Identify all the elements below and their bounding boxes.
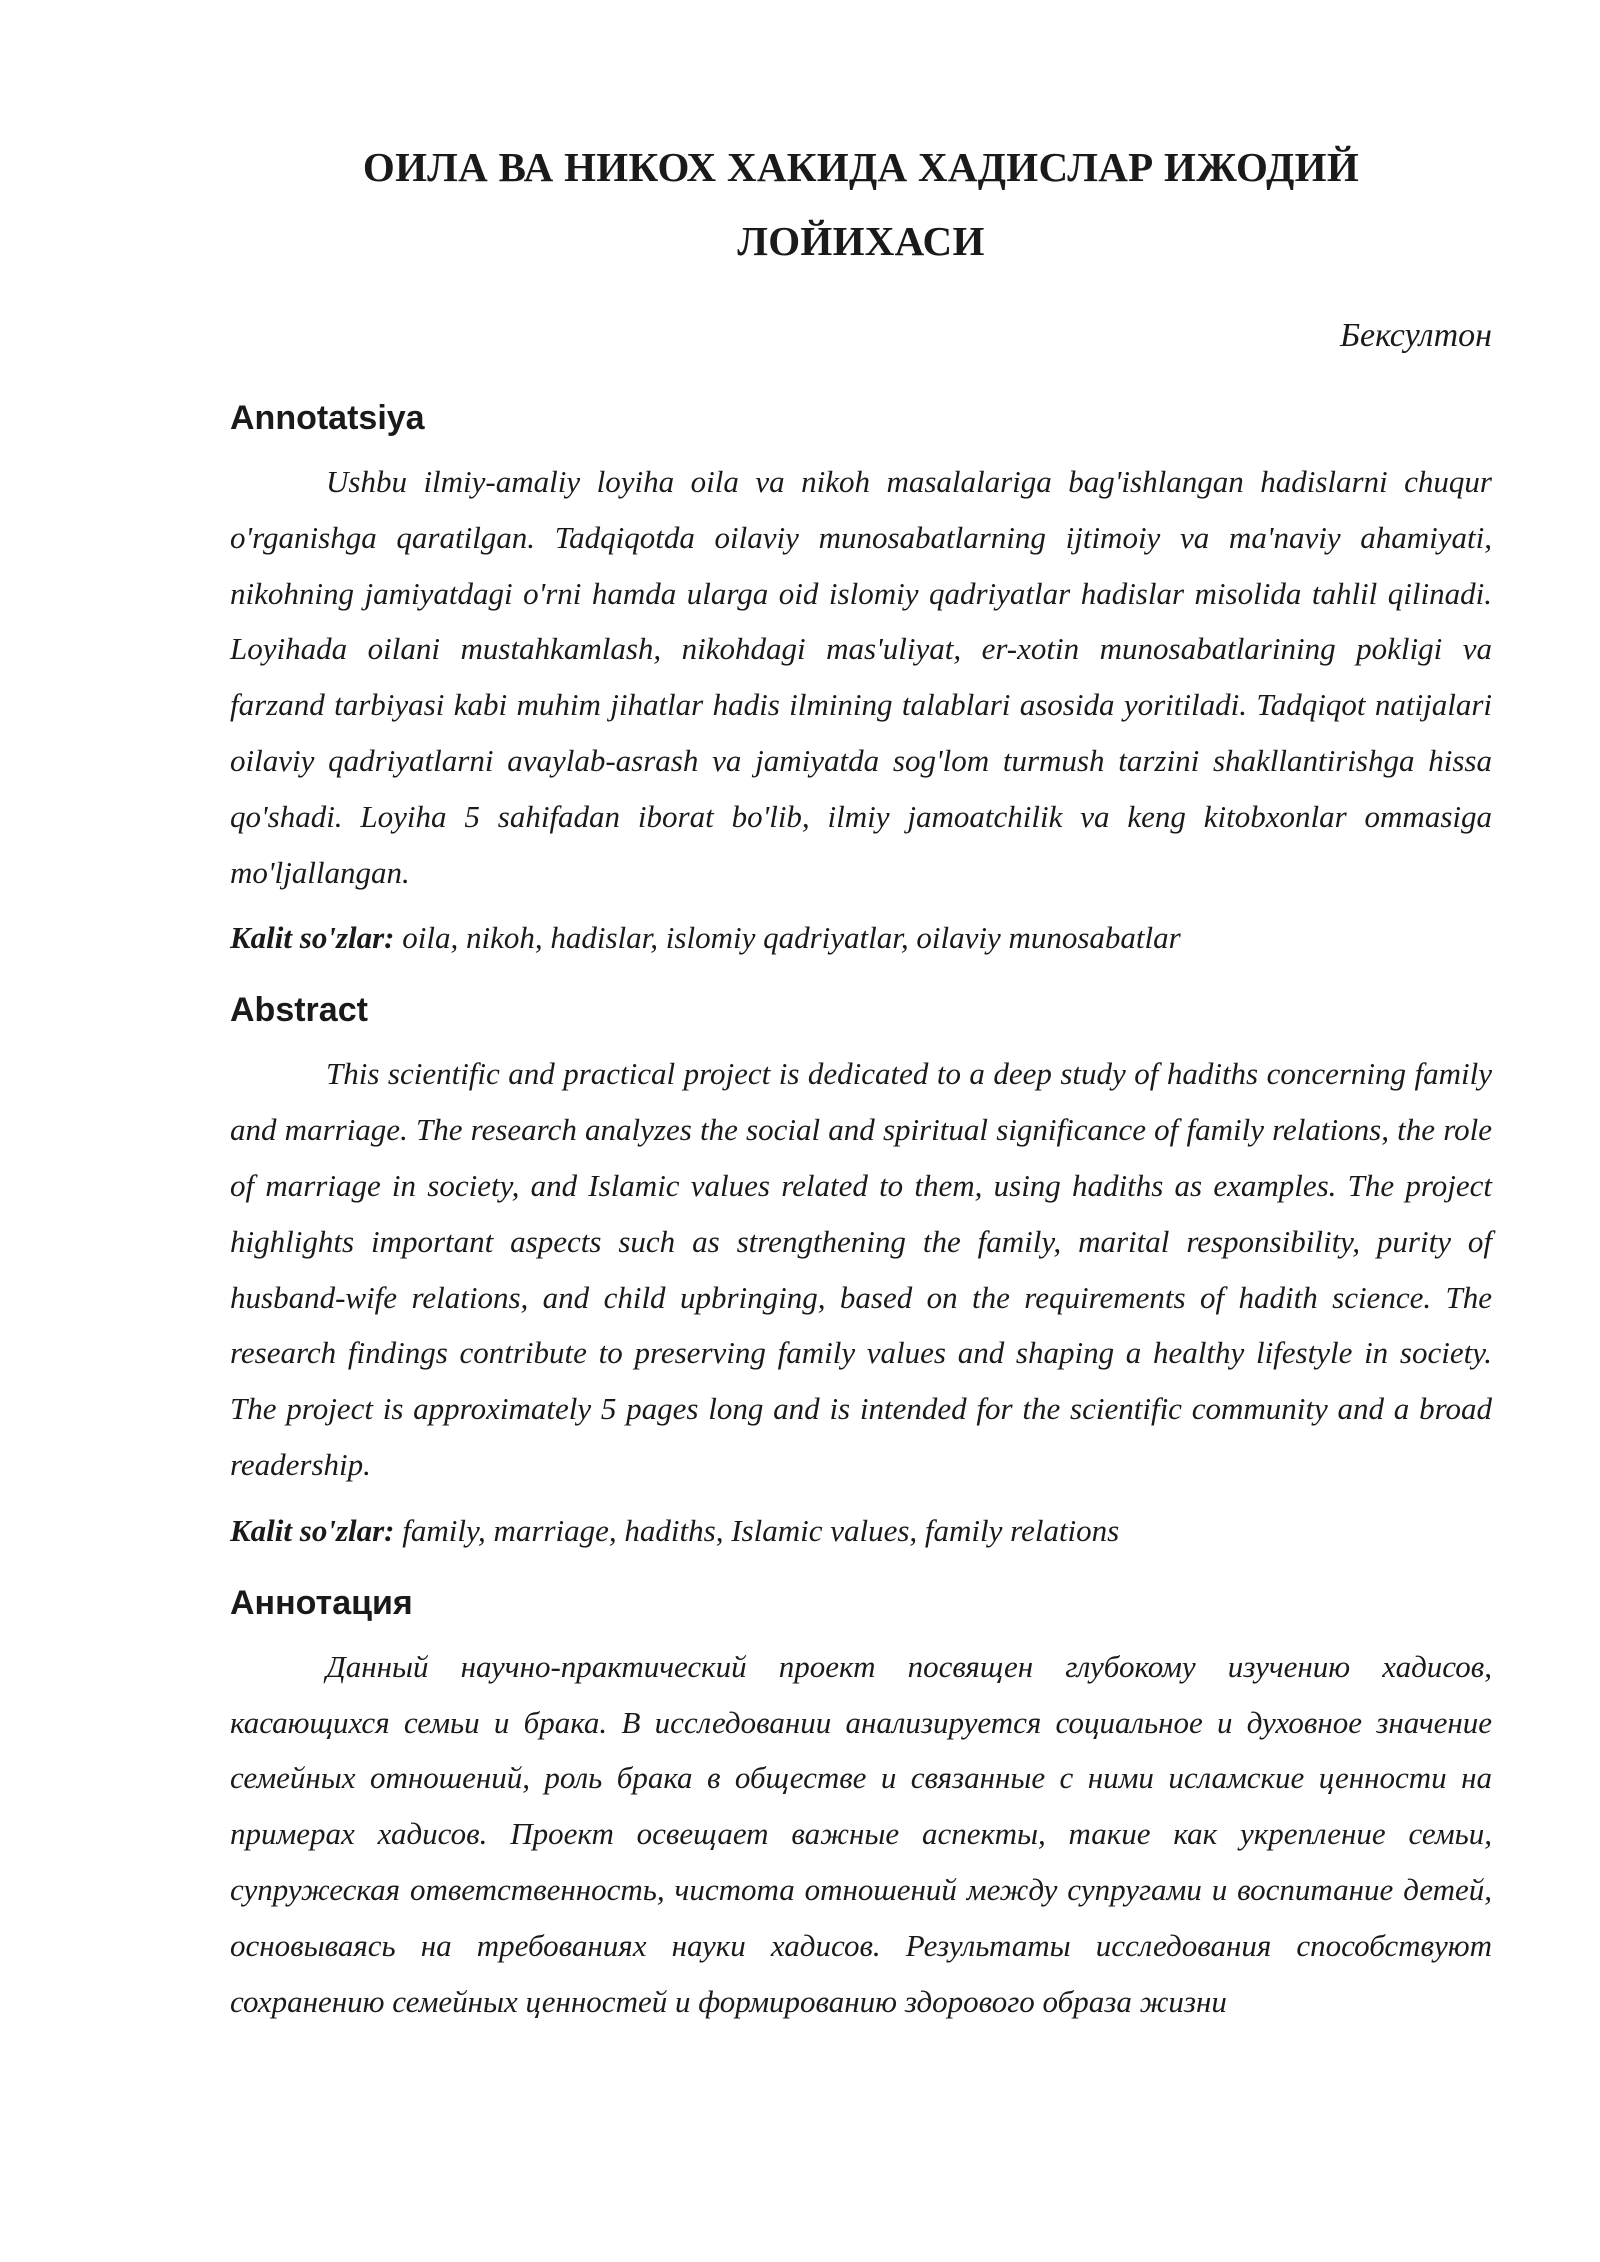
annotatsiya-keywords — [230, 916, 1492, 960]
title-line-2: ЛОЙИХАСИ — [737, 218, 985, 264]
keywords-list: family, marriage, hadiths, Islamic values, family relations — [394, 1512, 1120, 1548]
document-page — [230, 130, 1492, 2029]
annotatsiya-ru-heading: Аннотация — [230, 1583, 413, 1622]
abstract-paragraph: This scientific and practical project is dedicated to a deep study of hadiths concerning family and marriage. The research analyzes the social and spiritual significance of family relations, the role of marriage in society, and Islamic values related to them, using hadiths as examples. The project highlights important aspects such as strengthening the family, marital responsibility, purity of husband-wife relations, and child upbringing, based on the requirements of hadith science. The research findings contribute to preserving family values and shaping a healthy lifestyle in society. The project is approximately 5 pages long and is intended for the scientific community and a broad readership. — [230, 1056, 1492, 1482]
annotatsiya-ru-paragraph: Данный научно-практический проект посвящен глубокому изучению хадисов, касающихся семьи и брака. В исследовании анализируется социальное и духовное значение семейных отношений, роль брака в обществе и связанные с ними исламские ценности на примерах хадисов. Проект освещает важные аспекты, такие как укрепление семьи, супружеская ответственность, чистота отношений между супругами и воспитание детей, основываясь на требованиях науки хадисов. Результаты исследования способствуют сохранению семейных ценностей и формированию здорового образа жизни — [230, 1648, 1492, 2019]
keywords-label: Kalit so'zlar: — [230, 920, 395, 956]
annotatsiya-heading: Annotatsiya — [230, 399, 425, 437]
annotatsiya-paragraph: Ushbu ilmiy-amaliy loyiha oila va nikoh masalalariga bag'ishlangan hadislarni chuqur o'rganishga qaratilgan. Tadqiqotda oilaviy munosabatlarning ijtimoiy va ma'naviy ahamiyati, nikohning jamiyatdagi o'rni hamda ularga oid islomiy qadriyatlar hadislar misolida tahlil qilinadi. Loyihada oilani mustahkamlash, nikohdagi mas'uliyat, er-xotin munosabatlarining pokligi va farzand tarbiyasi kabi muhim jihatlar hadis ilmining talablari asosida yoritiladi. Tadqiqot natijalari oilaviy qadriyatlarni avaylab-asrash va jamiyatda sog'lom turmush tarzini shakllantirishga hissa qo'shadi. Loyiha 5 sahifadan iborat bo'lib, ilmiy jamoatchilik va keng kitobxonlar ommasiga mo'ljallangan. — [230, 464, 1492, 890]
keywords-label: Kalit so'zlar: — [230, 1512, 395, 1548]
keywords-list: oila, nikoh, hadislar, islomiy qadriyatlar, oilaviy munosabatlar — [394, 920, 1181, 956]
abstract-keywords — [230, 1509, 1492, 1553]
author-name: Бексултон — [1339, 317, 1492, 354]
document-title — [230, 130, 1492, 278]
title-line-1: ОИЛА ВА НИКОХ ХАКИДА ХАДИСЛАР ИЖОДИЙ — [362, 144, 1360, 190]
abstract-heading: Abstract — [230, 991, 368, 1030]
